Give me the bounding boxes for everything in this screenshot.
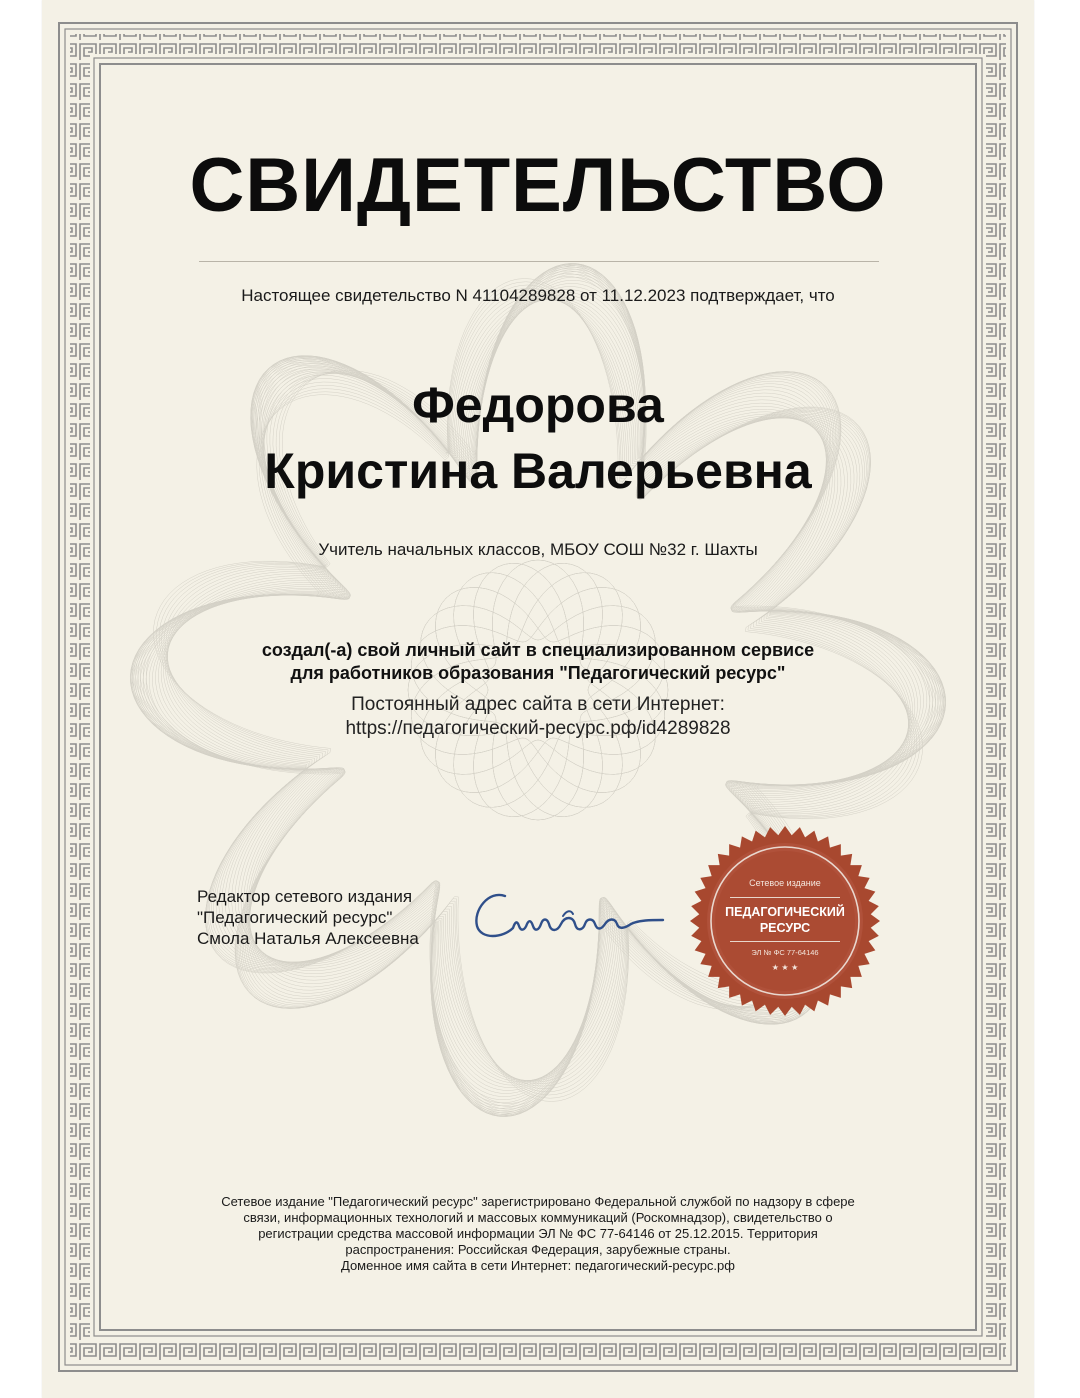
site-address-url: https://педагогический-ресурс.рф/id4289828 <box>345 718 731 739</box>
site-address-label: Постоянный адрес сайта в сети Интернет: <box>351 694 725 715</box>
certificate-intro: Настоящее свидетельство N 41104289828 от 11.12.2023 подтверждает, что <box>241 286 835 305</box>
editor-name: Смола Наталья Алексеевна <box>197 929 419 948</box>
guilloche-inner-curve <box>408 573 622 808</box>
footer-line-3: регистрации средства массовой информации ЭЛ № ФС 77-64146 от 25.12.2015. Территория <box>258 1226 818 1241</box>
editor-signature <box>467 880 667 950</box>
site-address <box>42 693 1034 741</box>
editor-role: Редактор сетевого издания <box>197 887 413 906</box>
seal-registration: ЭЛ № ФС 77-64146 <box>751 948 819 957</box>
guilloche-inner-curve <box>408 573 622 808</box>
seal-name-line-2: РЕСУРС <box>759 921 811 935</box>
seal-name-line-1: ПЕДАГОГИЧЕСКИЙ <box>725 905 845 919</box>
editor-block <box>197 886 419 949</box>
footer-legal-text <box>192 1194 884 1274</box>
recipient-name <box>42 372 1034 504</box>
footer-line-5: Доменное имя сайта в сети Интернет: педагогический-ресурс.рф <box>341 1258 735 1273</box>
certificate-title: СВИДЕТЕЛЬСТВО <box>189 143 887 228</box>
guilloche-inner-curve <box>454 573 668 808</box>
title-divider <box>199 261 879 262</box>
recipient-surname: Федорова <box>412 377 664 433</box>
recipient-position: Учитель начальных классов, МБОУ СОШ №32 г. Шахты <box>318 540 758 559</box>
publication-seal <box>688 824 882 1018</box>
footer-line-2: связи, информационных технологий и массовых коммуникаций (Роскомнадзор), свидетельство о <box>243 1210 833 1225</box>
recipient-given-names: Кристина Валерьевна <box>264 443 812 499</box>
footer-line-4: распространения: Российская Федерация, зарубежные страны. <box>345 1242 731 1257</box>
certificate-page <box>42 0 1034 1398</box>
guilloche-inner-curve <box>408 573 622 808</box>
footer-line-1: Сетевое издание "Педагогический ресурс" зарегистрировано Федеральной службой по надзору в сфере <box>221 1194 855 1209</box>
seal-stars: ★ ★ ★ <box>771 963 799 972</box>
guilloche-inner-curve <box>454 573 668 808</box>
editor-publication: "Педагогический ресурс" <box>197 908 393 927</box>
achievement-line-1: создал(-а) свой личный сайт в специализированном сервисе <box>261 640 815 660</box>
achievement-line-2: для работников образования "Педагогический ресурс" <box>290 663 786 683</box>
seal-top-text: Сетевое издание <box>749 878 821 888</box>
guilloche-inner-curve <box>454 573 668 808</box>
achievement-text <box>42 639 1034 685</box>
